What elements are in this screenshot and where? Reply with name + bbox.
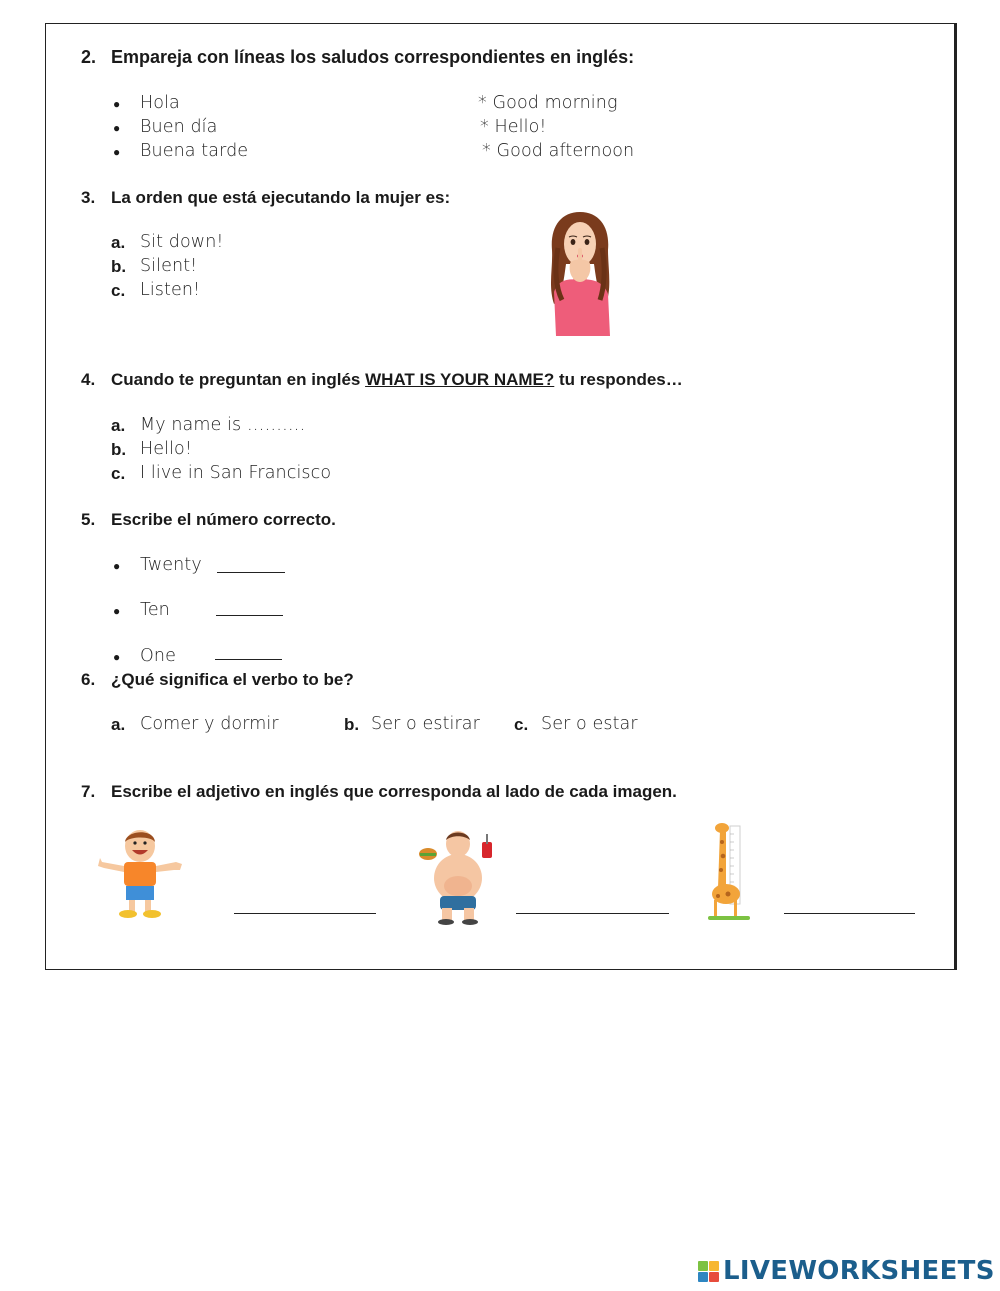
logo-mark-icon [698,1261,719,1282]
option-letter: b. [344,715,360,734]
option-letter: c. [111,281,126,300]
option-letter: a. [111,416,126,435]
bullet: ● [113,559,121,573]
bullet: ● [113,650,121,664]
answer-blank[interactable] [516,913,669,914]
match-right-item: * Good afternoon [482,141,635,161]
option-text: Sit down! [140,232,224,252]
question-number: 6. [81,670,96,689]
question-text-part: tu respondes… [554,370,683,389]
question-text: La orden que está ejecutando la mujer es: [111,188,451,207]
option-text: My name is ………. [140,415,306,435]
match-right-item: * Hello! [480,117,547,137]
number-word: One [140,646,176,666]
option-letter: b. [111,257,127,276]
woman-shushing-image [540,208,620,338]
match-left-item: Hola [140,93,180,113]
question-number: 5. [81,510,96,529]
bullet: ● [113,604,121,618]
happy-boy-image [96,826,184,920]
question-number: 4. [81,370,96,389]
logo-text: LIVEWORKSHEETS [723,1256,995,1286]
option-text: Ser o estar [541,714,638,734]
fat-man-image [418,828,498,926]
option-text: Comer y dormir [140,714,279,734]
option-text: Ser o estirar [371,714,480,734]
question-text-underlined: WHAT IS YOUR NAME? [365,370,555,389]
match-right-item: * Good morning [478,93,618,113]
question-number: 3. [81,188,96,207]
question-text: Escribe el adjetivo en inglés que corresponda al lado de cada imagen. [111,782,677,801]
option-text: Listen! [140,280,201,300]
option-text: Silent! [140,256,198,276]
question-text: ¿Qué significa el verbo to be? [111,670,354,689]
option-letter: a. [111,233,126,252]
option-letter: b. [111,440,127,459]
question-text [111,370,683,390]
option-text: I live in San Francisco [140,463,332,483]
answer-blank[interactable] [784,913,915,914]
bullet: ● [113,145,121,159]
number-word: Ten [140,600,170,620]
answer-blank[interactable] [234,913,376,914]
bullet: ● [113,97,121,111]
tall-giraffe-image [704,818,756,924]
question-text: Empareja con líneas los saludos correspondientes en inglés: [111,47,635,67]
answer-blank[interactable] [216,615,283,616]
liveworksheets-logo[interactable] [698,1256,995,1286]
bullet: ● [113,121,121,135]
answer-blank[interactable] [217,572,285,573]
match-left-item: Buena tarde [140,141,249,161]
match-left-item: Buen día [140,117,218,137]
question-number: 7. [81,782,96,801]
option-text: Hello! [140,439,192,459]
option-letter: c. [111,464,126,483]
question-number: 2. [81,47,97,67]
option-letter: a. [111,715,126,734]
question-text-part: Cuando te preguntan en inglés [111,370,366,389]
number-word: Twenty [140,555,202,575]
answer-blank[interactable] [215,659,282,660]
question-text: Escribe el número correcto. [111,510,336,529]
option-letter: c. [514,715,529,734]
